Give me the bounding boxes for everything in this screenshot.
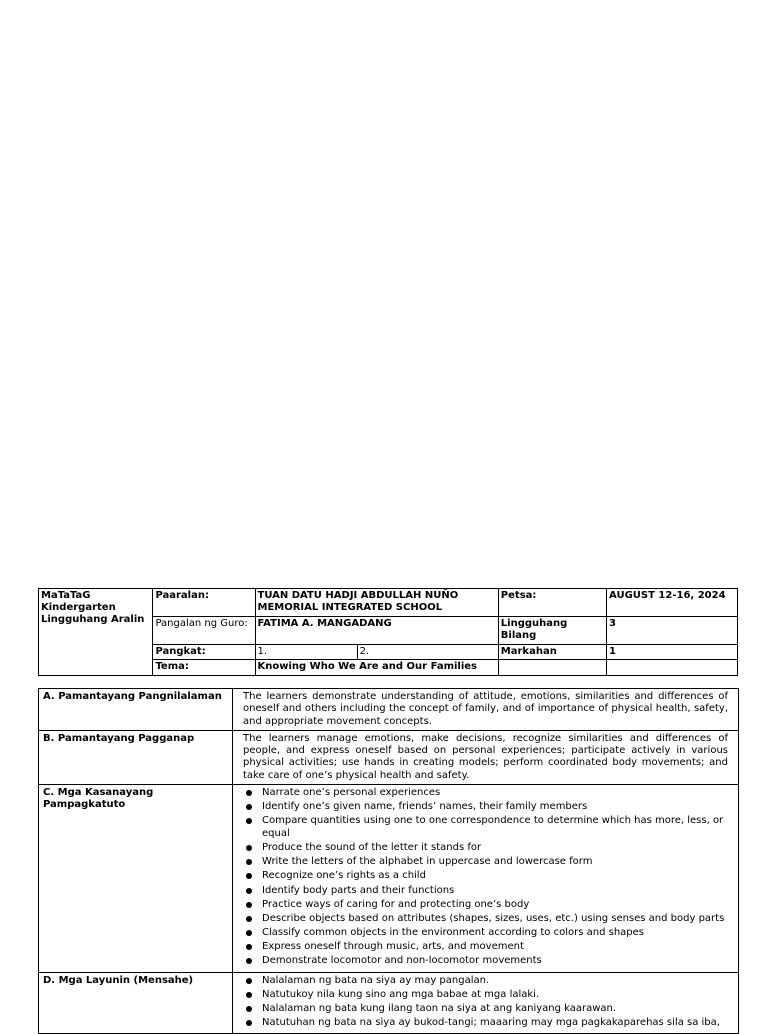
section-b-label: B. Pamantayang Pagganap <box>39 730 233 784</box>
section-c-list <box>243 787 728 968</box>
theme-label: Tema: <box>153 660 255 676</box>
week-value: 3 <box>607 617 738 645</box>
list-item: Identify one’s given name, friends’ names, their family members <box>243 801 728 813</box>
teacher-value: FATIMA A. MANGADANG <box>255 617 498 645</box>
section-d-label: D. Mga Layunin (Mensahe) <box>39 972 233 1034</box>
section-d-list <box>243 975 728 1030</box>
section-c-label: C. Mga Kasanayang Pampagkatuto <box>39 785 233 973</box>
quarter-label: Markahan <box>498 645 606 660</box>
list-item: Classify common objects in the environment according to colors and shapes <box>243 927 728 939</box>
theme-value: Knowing Who We Are and Our Families <box>255 660 498 676</box>
teacher-label: Pangalan ng Guro: <box>153 617 255 645</box>
list-item: Compare quantities using one to one correspondence to determine which has more, less, or equal <box>243 815 728 840</box>
week-label: Lingguhang Bilang <box>498 617 606 645</box>
school-value: TUAN DATU HADJI ABDULLAH NUÑO MEMORIAL INTEGRATED SCHOOL <box>255 589 498 617</box>
list-item: Identify body parts and their functions <box>243 885 728 897</box>
list-item: Produce the sound of the letter it stands for <box>243 842 728 854</box>
group-label: Pangkat: <box>153 645 255 660</box>
list-item: Recognize one’s rights as a child <box>243 870 728 882</box>
list-item: Write the letters of the alphabet in uppercase and lowercase form <box>243 856 728 868</box>
section-d-content <box>233 972 739 1034</box>
school-label: Paaralan: <box>153 589 255 617</box>
list-item: Practice ways of caring for and protecting one’s body <box>243 899 728 911</box>
list-item: Demonstrate locomotor and non-locomotor movements <box>243 955 728 967</box>
section-a-label: A. Pamantayang Pangnilalaman <box>39 689 233 731</box>
quarter-value: 1 <box>607 645 738 660</box>
date-label: Petsa: <box>498 589 606 617</box>
lesson-content-table <box>38 688 739 1034</box>
group-2: 2. <box>357 645 498 660</box>
group-1: 1. <box>255 645 357 660</box>
lesson-plan-title: MaTaTaG Kindergarten Lingguhang Aralin <box>39 589 153 676</box>
section-a-text: The learners demonstrate understanding of attitude, emotions, similarities and differences of oneself and others including the concept of family, and of importance of physical health, safety, and appropriate movement concepts. <box>233 689 739 731</box>
section-b-text: The learners manage emotions, make decisions, recognize similarities and differences of people, and express oneself based on personal experiences; participate actively in various physical activities; use hands in creating models; perform coordinated body movements; and take care of one’s physical health and safety. <box>233 730 739 784</box>
list-item: Describe objects based on attributes (shapes, sizes, uses, etc.) using senses and body parts <box>243 913 728 925</box>
header-table <box>38 588 738 676</box>
list-item: Natutuhan ng bata na siya ay bukod-tangi; maaaring may mga pagkakaparehas sila sa iba, <box>243 1017 728 1029</box>
theme-empty-cell <box>607 660 738 676</box>
list-item: Express oneself through music, arts, and movement <box>243 941 728 953</box>
list-item: Narrate one’s personal experiences <box>243 787 728 799</box>
list-item: Nalalaman ng bata na siya ay may pangalan. <box>243 975 728 987</box>
list-item: Nalalaman ng bata kung ilang taon na siya at ang kaniyang kaarawan. <box>243 1003 728 1015</box>
theme-empty-cell <box>498 660 606 676</box>
date-value: AUGUST 12-16, 2024 <box>607 589 738 617</box>
list-item: Natutukoy nila kung sino ang mga babae at mga lalaki. <box>243 989 728 1001</box>
section-c-content <box>233 785 739 973</box>
